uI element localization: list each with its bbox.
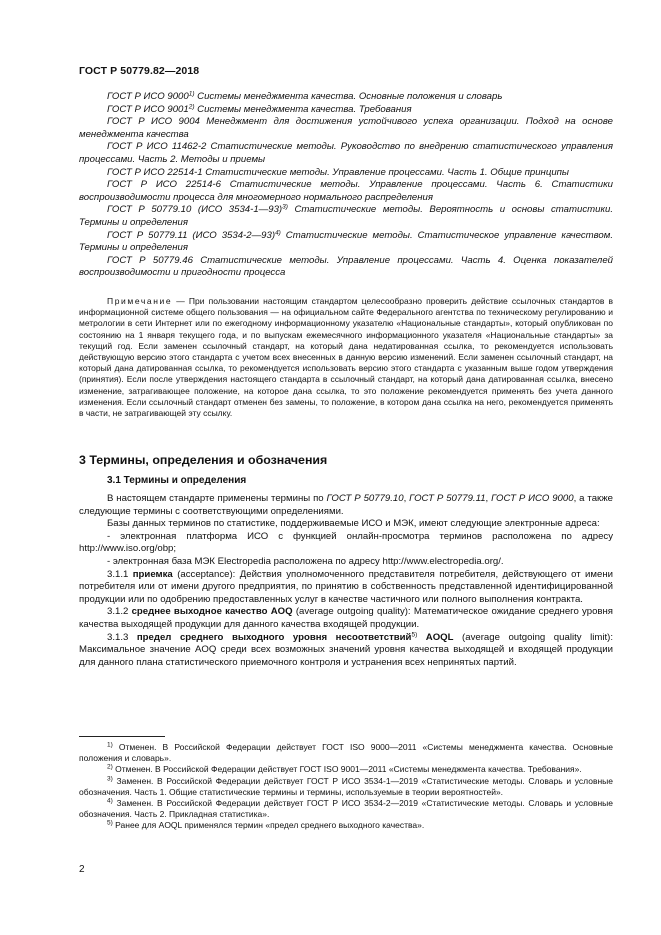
section-title: 3 Термины, определения и обозначения [79,453,328,467]
reference-item: ГОСТ Р ИСО 11462-2 Статистические методы. Руководство по внедрению статистического управления процессами. Часть 2. Методы и приемы [79,141,613,165]
reference-item: ГОСТ Р 50779.10 (ИСО 3534-1—93)$^{3)}$ Статистические методы. Вероятность и основы статистики. Термины и определения [79,203,613,228]
footnotes [79,742,613,832]
footnote: $^{1)}$ Отменен. В Российской Федерации действует ГОСТ ISO 9000—2011 «Системы менеджмента качества. Основные положения и словарь». [79,741,613,764]
reference-item: ГОСТ Р ИСО 22514-1 Статистические методы. Управление процессами. Часть 1. Общие принципы [107,166,569,178]
term-entry: 3.1.2 среднее выходное качество AOQ (average outgoing quality): Математическое ожидание среднего уровня качества выходящей продукции для данного качества входящей продукции. [79,606,613,630]
paragraph: Базы данных терминов по статистике, поддерживаемые ИСО и МЭК, имеют следующие электронные адреса: [107,518,600,530]
page-number: 2 [79,864,85,875]
term-entry: 3.1.3 предел среднего выходного уровня несоответствий$^{5)}$ AOQL (average outgoing quality limit): Максимальное значение AOQ среди всех возможных значений уровня качества выходящей и входящей продукции для данного плана статистического приемочного контроля и устранения всех непринятых партий. [79,631,613,668]
note-block [79,296,613,419]
paragraph: - электронная база МЭК Electropedia расположена по адресу http://www.electropedia.org/. [107,555,504,567]
normative-references [79,91,613,280]
document-header: ГОСТ Р 50779.82—2018 [79,65,200,77]
section-body [79,493,613,669]
term-entry: 3.1.1 приемка (acceptance): Действия уполномоченного представителя потребителя, действующего от имени потребителя или от имени другого предприятия, по принятию в собственность представленной идентифицированной продукции или по одобрению предоставленных услуг в качестве частичного или полного выполнения контракта. [79,568,613,605]
reference-item: ГОСТ Р ИСО 9000$^{1)}$ Системы менеджмента качества. Основные положения и словарь [107,90,503,102]
footnote: $^{5)}$ Ранее для AOQL применялся термин «предел среднего выходного качества». [107,819,425,831]
footnote: $^{4)}$ Заменен. В Российской Федерации действует ГОСТ Р ИСО 3534-2—2019 «Статистические методы. Словарь и условные обозначения. Часть 2. Прикладная статистика». [79,797,613,820]
reference-item: ГОСТ Р 50779.46 Статистические методы. Управление процессами. Часть 4. Оценка показателей воспроизводимости и пригодности процесса [79,254,613,279]
note-label: Примечание [107,296,173,306]
reference-item: ГОСТ Р ИСО 9001$^{2)}$ Системы менеджмента качества. Требования [107,103,412,115]
reference-item: ГОСТ Р ИСО 9004 Менеджмент для достижения устойчивого успеха организации. Подход на основе менеджмента качества [79,116,613,140]
reference-item: ГОСТ Р 50779.11 (ИСО 3534-2—93)$^{4)}$ Статистические методы. Статистическое управление качеством. Термины и определения [79,229,613,254]
paragraph: - электронная платформа ИСО с функцией онлайн-просмотра терминов расположена по адресу http://www.iso.org/obp; [79,530,613,555]
footnote: $^{2)}$ Отменен. В Российской Федерации действует ГОСТ ISO 9001—2011 «Системы менеджмента качества. Требования». [107,763,582,775]
paragraph: В настоящем стандарте применены термины по ГОСТ Р 50779.10, ГОСТ Р 50779.11, ГОСТ Р ИСО 9000, а также следующие термины с соответствующими определениями. [79,493,613,517]
footnote: $^{3)}$ Заменен. В Российской Федерации действует ГОСТ Р ИСО 3534-1—2019 «Статистические методы. Словарь и условные обозначения. Часть 1. Общие статистические термины и термины, используемые в теории вероятностей». [79,775,613,797]
subsection-title: 3.1 Термины и определения [107,475,247,486]
footnote-divider [79,736,165,737]
note-text: — При пользовании настоящим стандартом целесообразно проверить действие ссылочных стандартов в информационной системе общего пользования — на официальном сайте Федерального агентства по техническому регулированию и метрологии в сети Интернет или по ежегодному информационному указателю «Национальные стандарты», который опубликован по состоянию на 1 января текущего года, и по выпускам ежемесячного информационного указателя «Национальные стандарты» за текущий год. Если заменен ссылочный стандарт, на который дана недатированная ссылка, то рекомендуется использовать действующую версию этого стандарта с учетом всех внесенных в данную версию изменений. Если заменен ссылочный стандарт, на который дана датированная ссылка, то рекомендуется использовать версию этого стандарта с указанным выше годом утверждения (принятия). Если после утверждения настоящего стандарта в ссылочный стандарт, на который дана датированная ссылка, внесено изменение, затрагивающее положение, на которое дана ссылка, то это положение рекомендуется применять без учета данного изменения. Если ссылочный стандарт отменен без замены, то положение, в котором дана ссылка на него, рекомендуется применять в части, не затрагивающей эту ссылку. [79,296,613,419]
reference-item: ГОСТ Р ИСО 22514-6 Статистические методы. Управление процессами. Часть 6. Статистики воспроизводимости процесса для многомерного нормального распределения [79,179,613,203]
